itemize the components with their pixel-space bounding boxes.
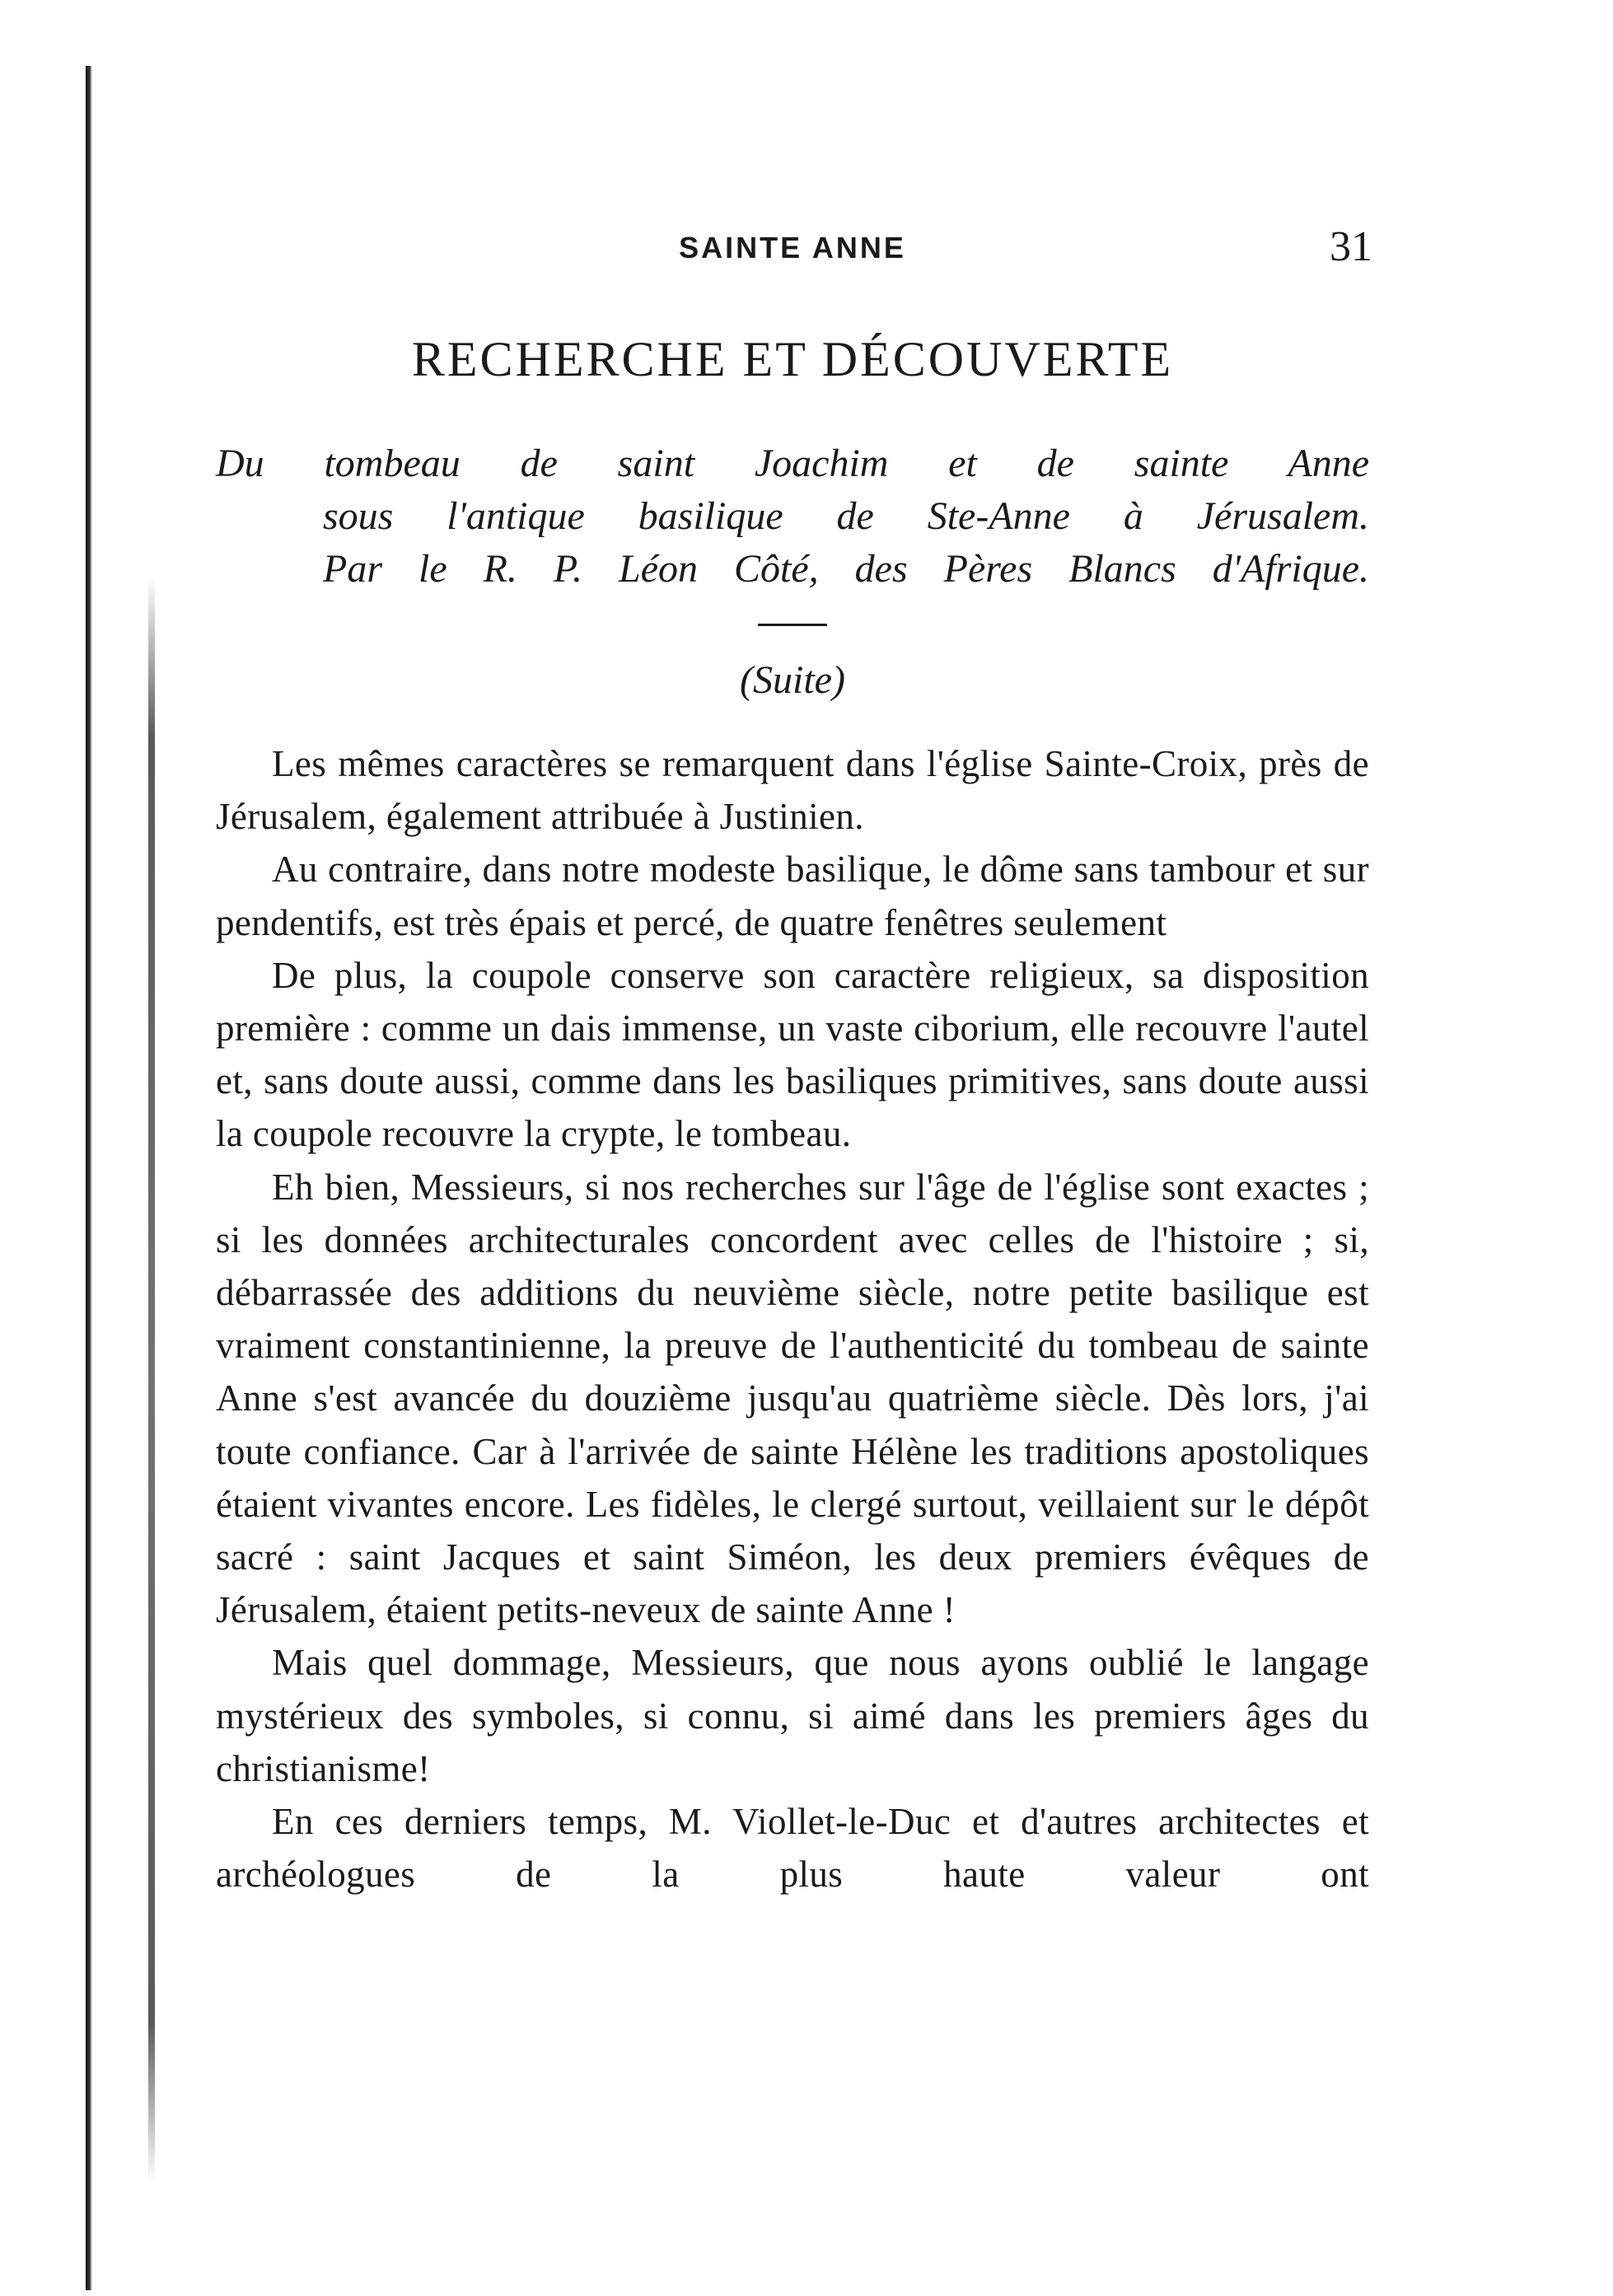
continuation-label: (Suite): [740, 658, 845, 702]
paragraph: En ces derniers temps, M. Viollet-le-Duc et d'autres architectes et archéologues de la plus haute valeur ont: [216, 1801, 1369, 1896]
paragraph: Mais quel dommage, Messieurs, que nous ayons oublié le langage mystérieux des symboles, si connu, si aimé dans les premiers âges du christianisme!: [216, 1642, 1369, 1789]
chapter-title: RECHERCHE ET DÉCOUVERTE: [411, 332, 1174, 386]
subtitle-line-3: Par le R. P. Léon Côté, des Pères Blancs d'Afrique.: [323, 547, 1369, 591]
subtitle-line-2: sous l'antique basilique de Ste-Anne à Jérusalem.: [323, 494, 1369, 538]
body-text: [216, 737, 1369, 1901]
book-page: [216, 222, 1372, 1901]
paragraph: Eh bien, Messieurs, si nos recherches sur l'âge de l'église sont exactes ; si les données architecturales concordent avec celles de l'histoire ; si, débarrassée des additions du neuvième siècle, notre petite basilique est vraiment constantinienne, la preuve de l'authenticité du tombeau de sainte Anne s'est avancée du douzième jusqu'au quatrième siècle. Dès lors, j'ai toute confiance. Car à l'arrivée de sainte Hélène les traditions apostoliques étaient vivantes encore. Les fidèles, le clergé surtout, veillaient sur le dépôt sacré : saint Jacques et saint Siméon, les deux premiers évêques de Jérusalem, étaient petits-neveux de sainte Anne !: [216, 1166, 1369, 1631]
separator-rule: [758, 624, 827, 626]
paragraph: Au contraire, dans notre modeste basilique, le dôme sans tambour et sur pendentifs, est très épais et percé, de quatre fenêtres seulement: [216, 849, 1369, 943]
subtitle-line-1: Du tombeau de saint Joachim et de sainte Anne: [216, 442, 1369, 485]
paragraph: Les mêmes caractères se remarquent dans l'église Sainte-Croix, près de Jérusalem, également attribuée à Justinien.: [216, 743, 1369, 838]
page-number: 31: [1330, 223, 1372, 270]
running-head: [216, 222, 1372, 272]
running-title: SAINTE ANNE: [679, 231, 906, 264]
scan-margin-shadow: [148, 577, 155, 2183]
chapter-subtitle: [216, 437, 1369, 596]
scan-binding-edge: [86, 66, 92, 2290]
paragraph: De plus, la coupole conserve son caractère religieux, sa disposition première : comme un dais immense, un vaste ciborium, elle recouvre l'autel et, sans doute aussi, comme dans les basiliques primitives, sans doute aussi la coupole recouvre la crypte, le tombeau.: [216, 954, 1369, 1155]
